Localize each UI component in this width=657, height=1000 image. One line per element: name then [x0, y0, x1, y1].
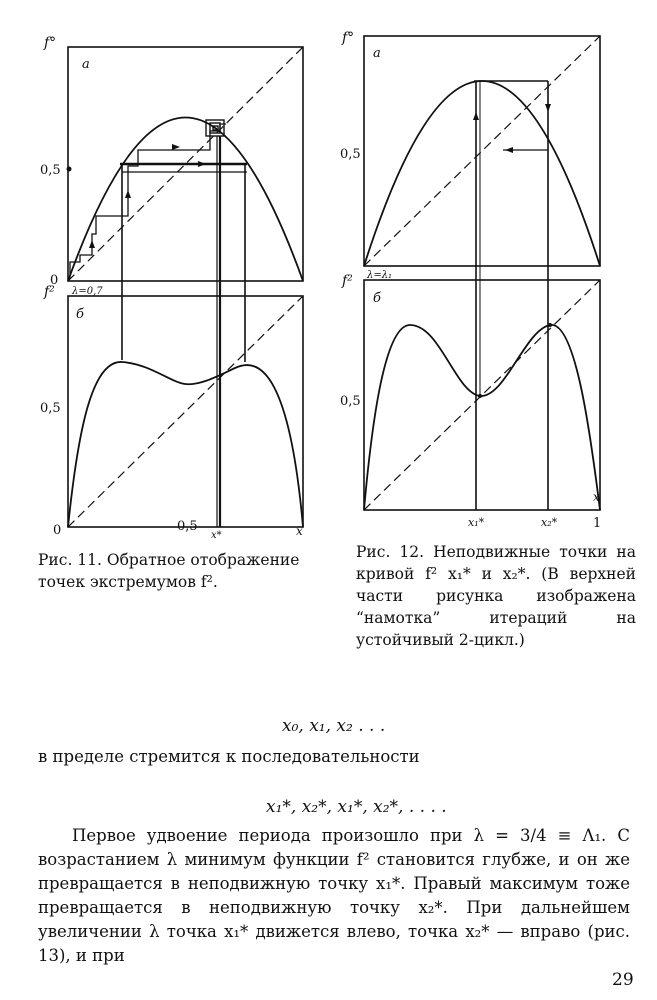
- fig11-a-tick-zero: 0: [50, 273, 59, 288]
- fig12-b-xtick-one: 1: [593, 516, 602, 531]
- fig11-a-ylabel: f°: [44, 35, 57, 51]
- sentence-limit: в пределе стремится к последовательности: [38, 747, 420, 766]
- page-number: 29: [612, 970, 634, 990]
- fig12-b-x2: x₂*: [541, 516, 558, 529]
- fig12-panel-b-diagonal: [364, 280, 600, 510]
- formula-limit: x₁*, x₂*, x₁*, x₂*, . . . .: [266, 797, 447, 817]
- fig12-b-ylabel: f²: [342, 273, 353, 289]
- fig12-arrow-left: [505, 147, 513, 153]
- fig12-a-ylabel: f°: [342, 30, 355, 46]
- fig11-b-tick-half: 0,5: [40, 401, 61, 416]
- fig12-b-xlabel: x: [593, 490, 600, 504]
- fig12-arrow-up: [473, 112, 479, 120]
- fig11-b-ylabel: f²: [44, 284, 55, 300]
- body-paragraph: Первое удвоение периода произошло при λ = 3/4 ≡ Λ₁. С возрастанием λ минимум функции f² становится глубже, и он же превращается в неподвижную точку x₁*. Правый максимум тоже превращается в неподвижную точку x₂*. При дальнейшем увеличении λ точка x₁* движется влево, точка x₂* — вправо (рис. 13), и при: [38, 826, 630, 965]
- fig12-arrow-down: [545, 104, 551, 112]
- fig12-fixed-point-1: [478, 394, 482, 398]
- fig12-a-tick-half: 0,5: [340, 147, 361, 162]
- fig11-b-tick-zero: 0: [53, 523, 62, 538]
- figure-11-caption-lead: Рис. 11.: [38, 551, 102, 569]
- formula-sequence: x₀, x₁, x₂ . . .: [282, 716, 386, 736]
- fig12-a-lambda: λ=λ₁: [367, 270, 393, 281]
- figure-12-caption: [356, 541, 636, 651]
- figure-11-caption: [38, 549, 323, 593]
- fig12-logistic-curve: [364, 81, 600, 266]
- fig11-b-xstar: x*: [211, 530, 222, 541]
- figure-12-caption-text: Неподвижные точки на кривой f² x₁* и x₂*. (В верхней части рисунка изображена “намотка” итераций на устойчивый 2-цикл.): [356, 543, 636, 649]
- fig11-b-xtick-half: 0,5: [177, 519, 198, 534]
- fig11-b-xlabel: x: [296, 524, 303, 538]
- fig12-fixed-point-2: [548, 323, 552, 327]
- fig11-a-letter: а: [82, 57, 90, 72]
- figure-11-caption-text: Обратное отображение точек экстремумов f².: [38, 551, 300, 591]
- fig12-f2-curve: [364, 325, 600, 510]
- fig12-panel-a-diagonal: [364, 36, 600, 266]
- figure-12-caption-lead: Рис. 12.: [356, 543, 425, 561]
- fig12-b-tick-half: 0,5: [340, 394, 361, 409]
- fig12-a-letter: а: [373, 46, 381, 61]
- fig12-b-letter: б: [373, 291, 381, 306]
- fig11-a-tick-half: 0,5: [40, 163, 61, 178]
- fig11-b-letter: б: [76, 307, 84, 322]
- fig12-b-x1: x₁*: [468, 516, 485, 529]
- fig11-a-lambda: λ=0,7: [72, 286, 103, 297]
